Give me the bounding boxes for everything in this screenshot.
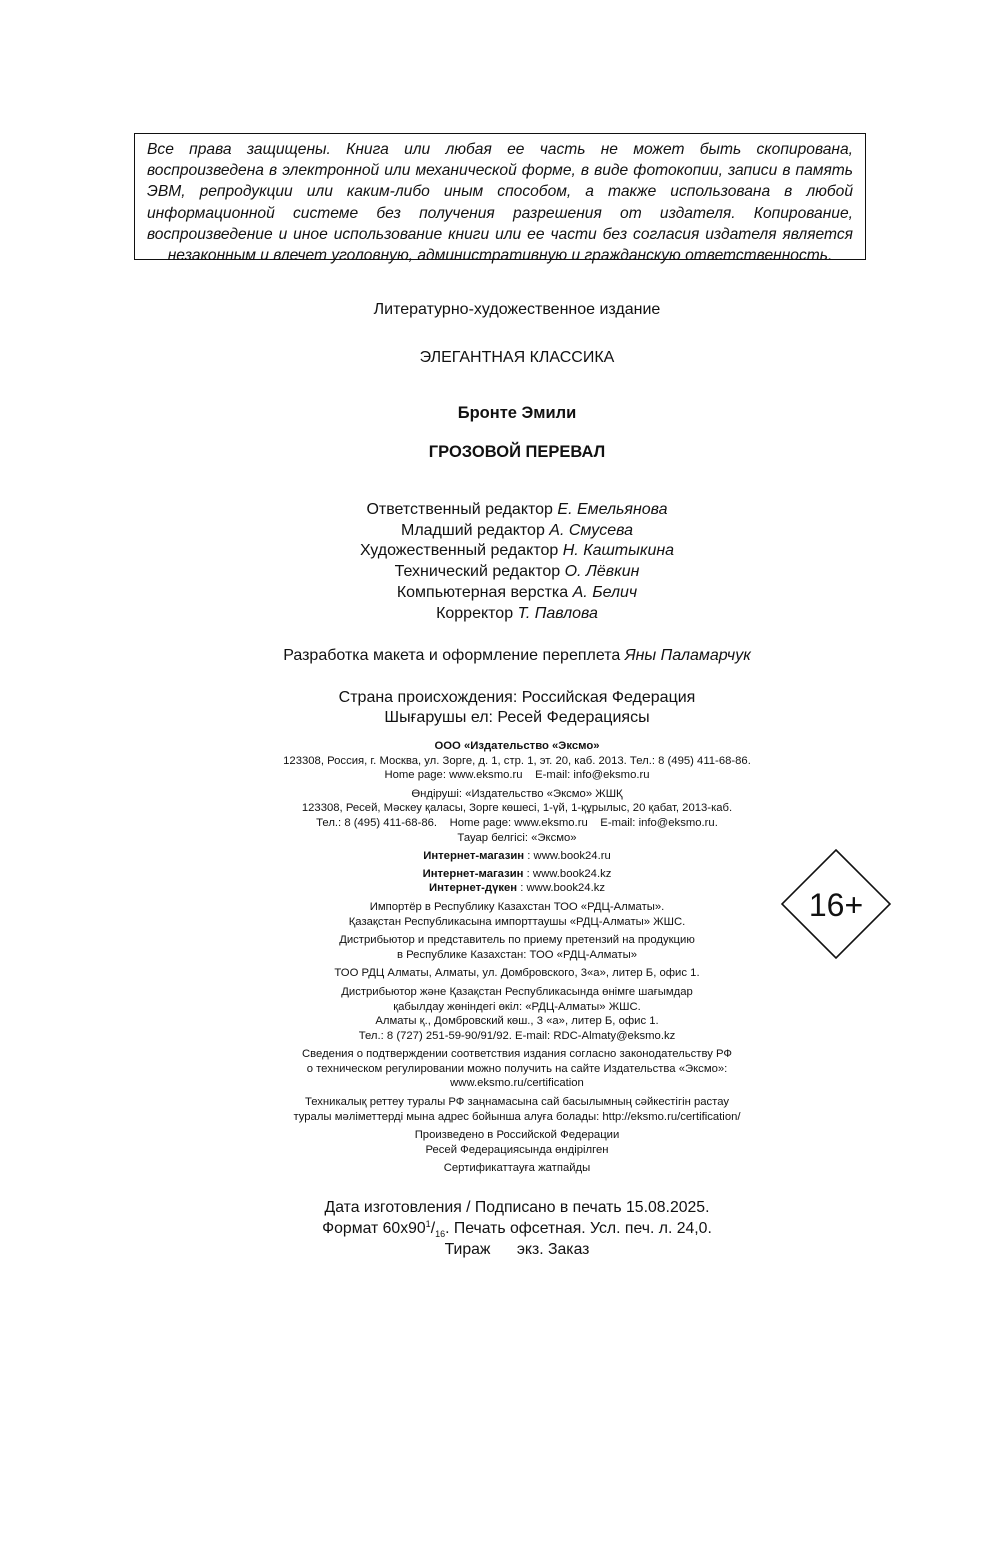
rights-notice-box (134, 133, 866, 265)
certification-line: Сведения о подтверждении соответствия издания согласно законодательству РФ (302, 1048, 732, 1061)
distributor-kz-line: қабылдау жөніндегі өкіл: «РДЦ-Алматы» ЖШС. (393, 1000, 641, 1013)
series-name: ЭЛЕГАНТНАЯ КЛАССИКА (419, 349, 615, 366)
certification-kz-line: Техникалық реттеу туралы РФ заңнамасына сай басылымның сәйкестігін растау (304, 1096, 730, 1109)
distributor-line: в Республике Казахстан: ТОО «РДЦ-Алматы» (396, 948, 637, 961)
credit-line: Корректор Т. Павлова (436, 604, 598, 622)
importer-ru: Импортёр в Республику Казахстан ТОО «РДЦ-Алматы». (369, 900, 665, 913)
publisher-name: ООО «Издательство «Эксмо» (434, 740, 600, 752)
not-certified: Сертификаттауға жатпайды (443, 1162, 591, 1175)
edition-type: Литературно-художественное издание (373, 301, 661, 318)
rights-notice: Все права защищены. Книга или любая ее часть не может быть скопирована, воспроизведена в электронной или механической форме, в виде фотокопии, записи в память ЭВМ, репродукции или каким-либо иным способом, а также использована в любой информационной системе без получения разрешения от издателя. Копирование, воспроизведение и иное использование книги или ее части без согласия издателя является незаконным и влечет уголовную, административную и гражданскую ответственность. (147, 141, 853, 265)
print-format: Формат $60x90^1/_{16}$. Печать офсетная. Усл. печ. л. 24,0. (322, 1219, 712, 1239)
distributor-kz-line: Дистрибьютор және Қазақстан Республикасында өнімге шағымдар (341, 985, 693, 998)
publisher-address: 123308, Россия, г. Москва, ул. Зорге, д. 1, стр. 1, эт. 20, каб. 2013. Тел.: 8 (495) 411-68-86. (283, 754, 751, 767)
credit-line: Ответственный редактор Е. Емельянова (366, 501, 668, 518)
origin (0, 688, 1000, 728)
book-title: ГРОЗОВОЙ ПЕРЕВАЛ (428, 443, 606, 461)
shop-line: Интернет-магазин : www.book24.kz (422, 867, 612, 880)
author: Бронте Эмили (457, 404, 577, 422)
importer-kz: Қазақстан Республикасына импорттаушы «РДЦ-Алматы» ЖШС. (348, 915, 686, 928)
origin-kz: Шығарушы ел: Ресей Федерациясы (384, 709, 650, 726)
print-date: Дата изготовления / Подписано в печать 15.08.2025. (324, 1199, 710, 1216)
certification-line: о техническом регулировании можно получить на сайте Издательства «Эксмо»: (306, 1062, 728, 1075)
credit-line: Младший редактор А. Смусева (400, 521, 633, 539)
kz-contacts: Тел.: 8 (495) 411-68-86. Home page: www.eksmo.ru E-mail: info@eksmo.ru. (316, 816, 718, 829)
age-rating-badge (781, 849, 891, 959)
kz-producer: Өндіруші: «Издательство «Эксмо» ЖШҚ (411, 787, 623, 800)
kz-address: 123308, Ресей, Мәскеу қаласы, Зорге көшесі, 1-үй, 1-құрылыс, 20 қабат, 2013-каб. (301, 802, 733, 815)
credit-line: Технический редактор О. Лёвкин (394, 563, 640, 581)
produced-ru: Произведено в Российской Федерации (414, 1129, 620, 1142)
design-credit: Разработка макета и оформление переплета Яны Паламарчук (283, 647, 751, 664)
shop-line: Интернет-магазин : www.book24.ru (423, 850, 611, 863)
credit-line: Компьютерная верстка А. Белич (396, 583, 638, 601)
produced-kz: Ресей Федерациясында өндірілген (425, 1143, 609, 1156)
origin-ru: Страна происхождения: Российская Федерация (338, 689, 696, 706)
print-run: Тираж экз. Заказ (444, 1241, 590, 1258)
distributor-line: Дистрибьютор и представитель по приему претензий на продукцию (339, 934, 695, 947)
kz-trademark: Тауар белгісі: «Эксмо» (457, 831, 577, 844)
certification-line: www.eksmo.ru/certification (450, 1077, 584, 1090)
print-info (0, 1197, 1000, 1260)
age-rating-text: 16+ (808, 887, 864, 923)
distributor-kz-line: Тел.: 8 (727) 251-59-90/91/92. E-mail: RDC-Almaty@eksmo.kz (358, 1029, 676, 1042)
shop-line: Интернет-дүкен : www.book24.kz (428, 882, 606, 895)
distributor-kz-line: Алматы қ., Домбровский көш., 3 «а», литер Б, офис 1. (375, 1015, 659, 1028)
credit-line: Художественный редактор Н. Каштыкина (359, 542, 675, 560)
publisher-web: Home page: www.eksmo.ru E-mail: info@eksmo.ru (384, 769, 650, 782)
distributor-address: ТОО РДЦ Алматы, Алматы, ул. Домбровского, 3«а», литер Б, офис 1. (334, 967, 700, 980)
certification-kz-line: туралы мәліметтерді мына адрес бойынша алуға болады: http://eksmo.ru/certification/ (293, 1110, 741, 1123)
credits (0, 500, 1000, 624)
